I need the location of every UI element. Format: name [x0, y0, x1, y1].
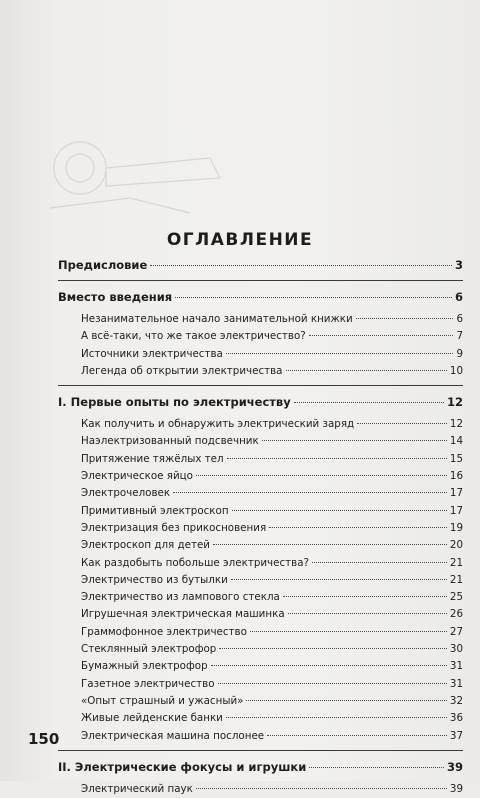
dot-leader [226, 352, 454, 354]
dot-leader [232, 509, 447, 511]
toc-entry-title: II. Электрические фокусы и игрушки [58, 759, 307, 774]
toc-entry [58, 520, 463, 537]
toc-title: ОГЛАВЛЕНИЕ [166, 230, 314, 250]
toc-section [58, 757, 463, 777]
dot-leader [175, 296, 452, 298]
dot-leader [357, 422, 447, 424]
dot-leader [218, 682, 447, 684]
toc-entry-title: Легенда об открытии электричества [81, 364, 283, 377]
dot-leader [288, 612, 447, 614]
toc-entry-title: Предисловие [58, 258, 148, 272]
dot-leader [309, 334, 454, 336]
toc-entry-title: Электрическое яйцо [81, 470, 193, 483]
toc-entry-page: 27 [449, 625, 463, 638]
toc-entry-title: Электрическая машина послонее [81, 729, 265, 742]
toc-entry-page: 12 [446, 395, 463, 410]
toc-entry-page: 14 [449, 435, 463, 448]
toc-entry-title: Вместо введения [58, 290, 173, 304]
toc-entry-page: 6 [454, 290, 463, 304]
toc-entry-page: 21 [449, 573, 463, 586]
toc-entry [58, 503, 463, 520]
toc-entry [58, 572, 463, 589]
toc-entry-title: Источники электричества [81, 347, 223, 360]
dot-leader [150, 264, 452, 266]
toc-entry [58, 728, 463, 745]
dot-leader [173, 491, 447, 493]
dot-leader [356, 317, 454, 319]
dot-leader [196, 787, 447, 789]
dot-leader [294, 401, 444, 403]
toc-entry [58, 658, 463, 675]
toc-entry-page: 31 [449, 660, 463, 673]
table-of-contents [58, 255, 463, 798]
toc-entry-title: Незанимательное начало занимательной книжки [81, 313, 353, 325]
toc-entry-page: 10 [449, 364, 463, 377]
toc-entry-title: I. Первые опыты по электричеству [58, 395, 291, 410]
toc-entry-title: Живые лейденские банки [81, 712, 223, 725]
toc-entry-page: 16 [449, 470, 463, 483]
dot-leader [262, 439, 447, 441]
toc-entry-page: 26 [449, 608, 463, 621]
toc-entry-page: 30 [449, 643, 463, 656]
toc-entry-page: 32 [449, 694, 463, 707]
toc-entry [58, 363, 463, 380]
dot-leader [231, 578, 447, 580]
toc-entry [58, 311, 463, 328]
toc-entry-page: 7 [456, 330, 463, 343]
toc-entry-page: 15 [449, 452, 463, 465]
toc-entry-title: Электроскоп для детей [81, 539, 210, 552]
toc-section [58, 287, 463, 307]
toc-entry-page: 36 [449, 712, 463, 725]
toc-entry [58, 676, 463, 693]
toc-entry [58, 451, 463, 468]
dot-leader [196, 474, 447, 476]
toc-entry-title: А всё-таки, что же такое электричество? [81, 330, 306, 343]
dot-leader [227, 457, 447, 459]
dot-leader [246, 699, 446, 701]
page-number: 150 [28, 730, 60, 748]
toc-entry [58, 589, 463, 606]
dot-leader [213, 543, 447, 545]
toc-entry [58, 537, 463, 554]
toc-entry-title: Бумажный электрофор [81, 660, 208, 673]
toc-entry [58, 555, 463, 572]
toc-entry-page: 20 [449, 539, 463, 552]
toc-entry-title: Электричество из лампового стекла [81, 591, 280, 604]
toc-entry [58, 693, 463, 710]
toc-entry-title: Электричество из бутылки [81, 573, 228, 586]
section-divider [58, 385, 463, 386]
toc-entry [58, 624, 463, 641]
toc-entry-title: Наэлектризованный подсвечник [81, 435, 259, 448]
toc-entry [58, 710, 463, 727]
toc-entry-title: «Опыт страшный и ужасный» [81, 694, 244, 707]
toc-entry [58, 641, 463, 658]
bleed-through-illustration [40, 128, 230, 228]
toc-entry [58, 346, 463, 363]
toc-entry [58, 781, 463, 798]
toc-entry [58, 433, 463, 450]
toc-entry-title: Примитивный электроскоп [81, 504, 229, 517]
toc-entry-title: Как получить и обнаружить электрический заряд [81, 418, 355, 431]
toc-entry-page: 9 [456, 347, 463, 360]
toc-entry-title: Электризация без прикосновения [81, 521, 267, 534]
dot-leader [286, 369, 447, 371]
toc-entry-page: 39 [446, 759, 463, 774]
dot-leader [211, 664, 447, 666]
dot-leader [283, 595, 447, 597]
toc-entry-page: 17 [449, 487, 463, 500]
toc-entry [58, 468, 463, 485]
toc-section [58, 392, 463, 412]
toc-entry-page: 21 [449, 556, 463, 569]
toc-entry-page: 19 [449, 521, 463, 534]
toc-entry-title: Притяжение тяжёлых тел [81, 452, 224, 465]
toc-entry-page: 37 [449, 729, 463, 742]
toc-entry-page: 31 [449, 677, 463, 690]
dot-leader [267, 734, 447, 736]
dot-leader [250, 630, 447, 632]
dot-leader [226, 716, 447, 718]
toc-entry-title: Игрушечная электрическая машинка [81, 608, 285, 621]
section-divider [58, 750, 463, 751]
toc-entry-title: Граммофонное электричество [81, 625, 247, 638]
dot-leader [219, 647, 447, 649]
toc-entry-title: Газетное электричество [81, 677, 215, 690]
toc-entry-page: 39 [449, 782, 463, 795]
toc-entry [58, 485, 463, 502]
dot-leader [312, 561, 447, 563]
toc-entry-page: 12 [449, 418, 463, 431]
toc-entry-page: 17 [449, 504, 463, 517]
toc-entry-title: Стеклянный электрофор [81, 643, 217, 656]
dot-leader [269, 526, 447, 528]
toc-entry-title: Электрический паук [81, 782, 193, 795]
toc-entry [58, 328, 463, 345]
dot-leader [309, 766, 444, 768]
toc-entry-page: 25 [449, 591, 463, 604]
toc-entry-page: 3 [454, 258, 463, 272]
toc-entry [58, 416, 463, 433]
toc-entry-page: 6 [456, 313, 463, 325]
toc-section [58, 255, 463, 275]
section-divider [58, 280, 463, 281]
toc-entry-title: Электрочеловек [81, 487, 171, 500]
toc-entry-title: Как раздобыть побольше электричества? [81, 556, 309, 569]
toc-entry [58, 606, 463, 623]
